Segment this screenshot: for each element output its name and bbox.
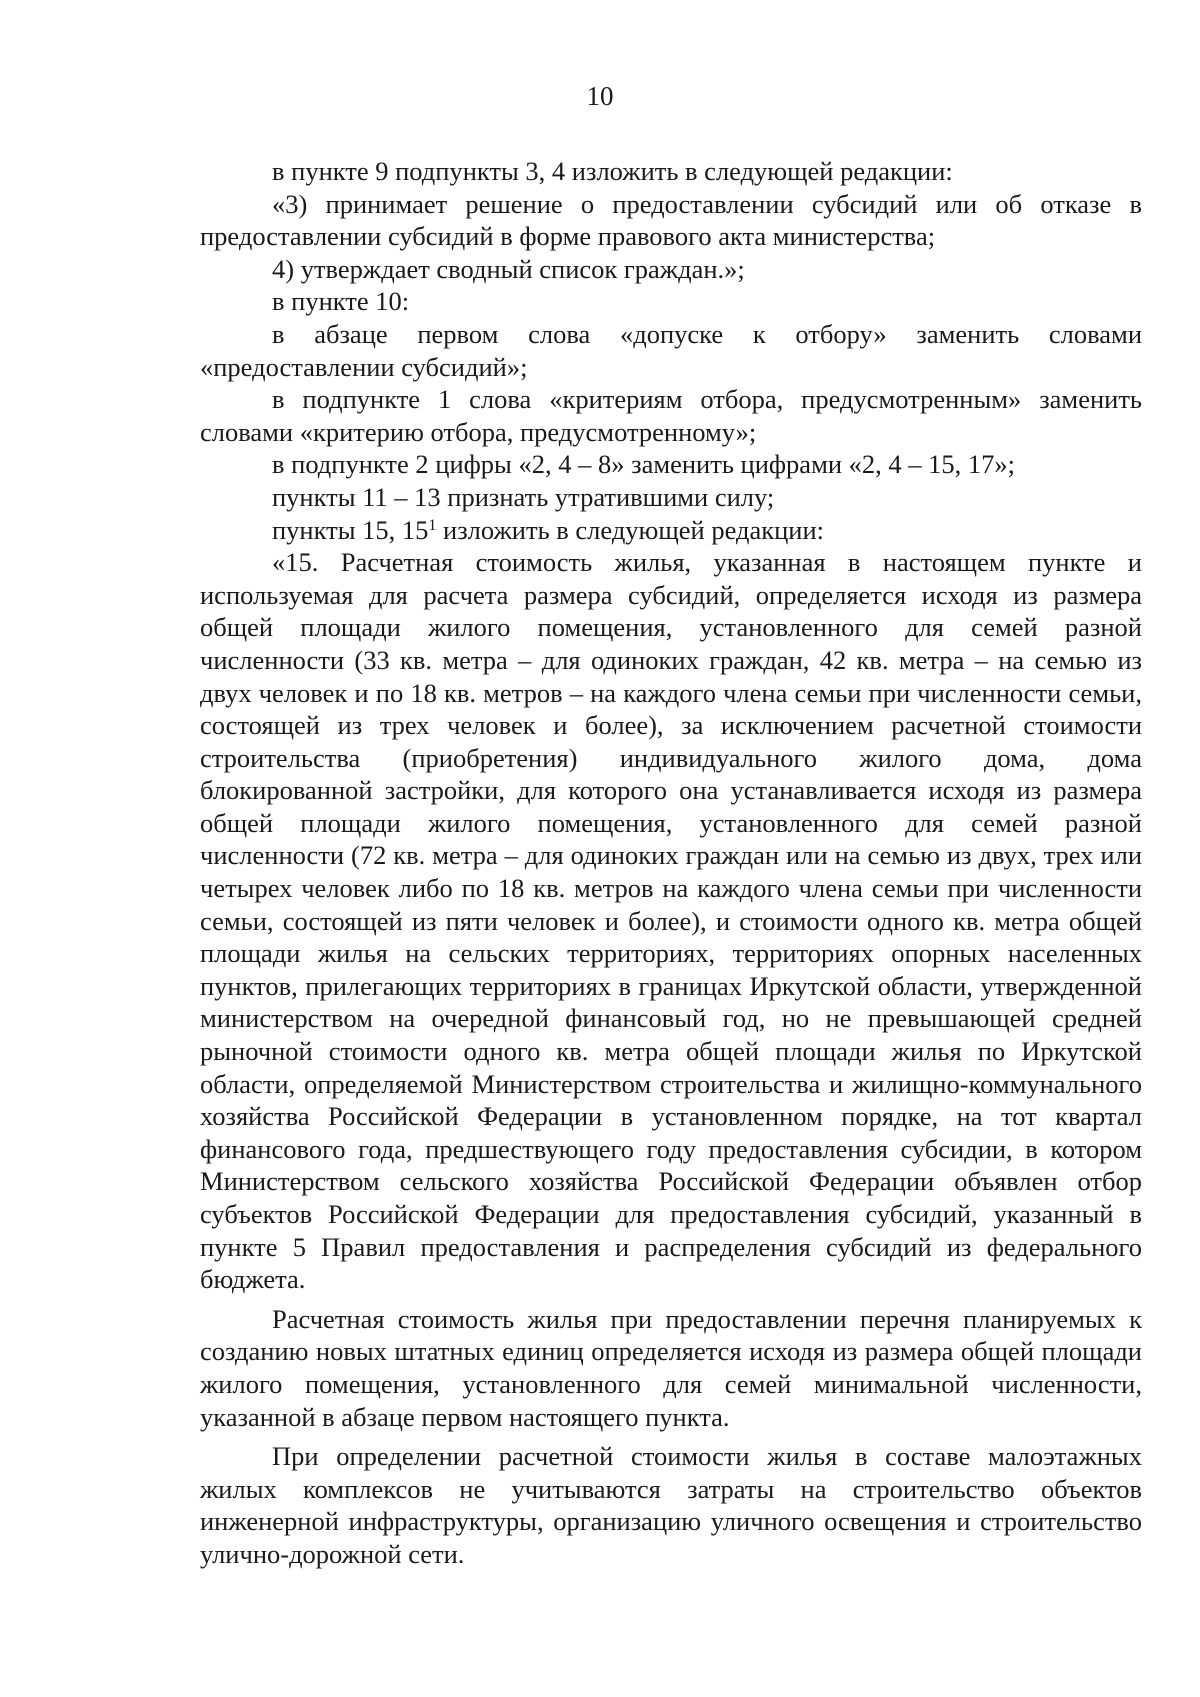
clause-15-paragraph: При определении расчетной стоимости жилья в составе малоэтажных жилых комплексов не учитываются затраты на строительство объектов инженерной инфраструктуры, организацию уличного освещения и строительство улично-дорожной сети. [200, 1441, 1142, 1569]
amendment-paragraph: в абзаце первом слова «допуске к отбору» заменить словами «предоставлении субсидий»; [200, 318, 1142, 382]
superscript: 1 [428, 516, 437, 534]
clause-15-paragraph: Расчетная стоимость жилья при предоставлении перечня планируемых к созданию новых штатных единиц определяется исходя из размера общей площади жилого помещения, установленного для семей минимальной численности, указанной в абзаце первом настоящего пункта. [200, 1303, 1142, 1432]
paragraph-text: пункты 15, 15 [272, 514, 429, 545]
document-body [200, 155, 1142, 1571]
amendment-paragraph: в пункте 10: [272, 286, 410, 317]
paragraph-text: изложить в следующей редакции: [436, 514, 825, 545]
amendment-paragraph: пункты 11 – 13 признать утратившими силу; [272, 481, 775, 512]
amendment-paragraph: 4) утверждает сводный список граждан.»; [272, 253, 745, 284]
clause-15-paragraph: «15. Расчетная стоимость жилья, указанная в настоящем пункте и используемая для расчета размера субсидий, определяется исходя из размера общей площади жилого помещения, установленного для семей разной численности (33 кв. метра – для одиноких граждан, 42 кв. метра – на семью из двух человек и по 18 кв. метров – на каждого члена семьи при численности семьи, состоящей из трех человек и более), за исключением расчетной стоимости строительства (приобретения) индивидуального жилого дома, дома блокированной застройки, для которого она устанавливается исходя из размера общей площади жилого помещения, установленного для семей разной численности (72 кв. метра – для одиноких граждан или на семью из двух, трех или четырех человек либо по 18 кв. метров на каждого члена семьи при численности семьи, состоящей из пяти человек и более), и стоимости одного кв. метра общей площади жилья на сельских территориях, территориях опорных населенных пунктов, прилегающих территориях в границах Иркутской области, утвержденной министерством на очередной финансовый год, но не превышающей средней рыночной стоимости одного кв. метра общей площади жилья по Иркутской области, определяемой Министерством строительства и жилищно-коммунального хозяйства Российской Федерации в установленном порядке, на тот квартал финансового года, предшествующего году предоставления субсидии, в котором Министерством сельского хозяйства Российской Федерации объявлен отбор субъектов Российской Федерации для предоставления субсидий, указанный в пункте 5 Правил предоставления и распределения субсидий из федерального бюджета. [200, 547, 1142, 1295]
amendment-paragraph [200, 514, 1142, 547]
amendment-paragraph: в подпункте 1 слова «критериям отбора, предусмотренным» заменить словами «критерию отбора, предусмотренному»; [200, 384, 1142, 447]
amendment-paragraph: в подпункте 2 цифры «2, 4 – 8» заменить цифрами «2, 4 – 15, 17»; [272, 449, 1016, 480]
amendment-paragraph: в пункте 9 подпункты 3, 4 изложить в следующей редакции: [272, 156, 953, 186]
page-number: 10 [586, 81, 614, 111]
amendment-paragraph: «3) принимает решение о предоставлении субсидий или об отказе в предоставлении субсидий в форме правового акта министерства; [200, 188, 1142, 252]
